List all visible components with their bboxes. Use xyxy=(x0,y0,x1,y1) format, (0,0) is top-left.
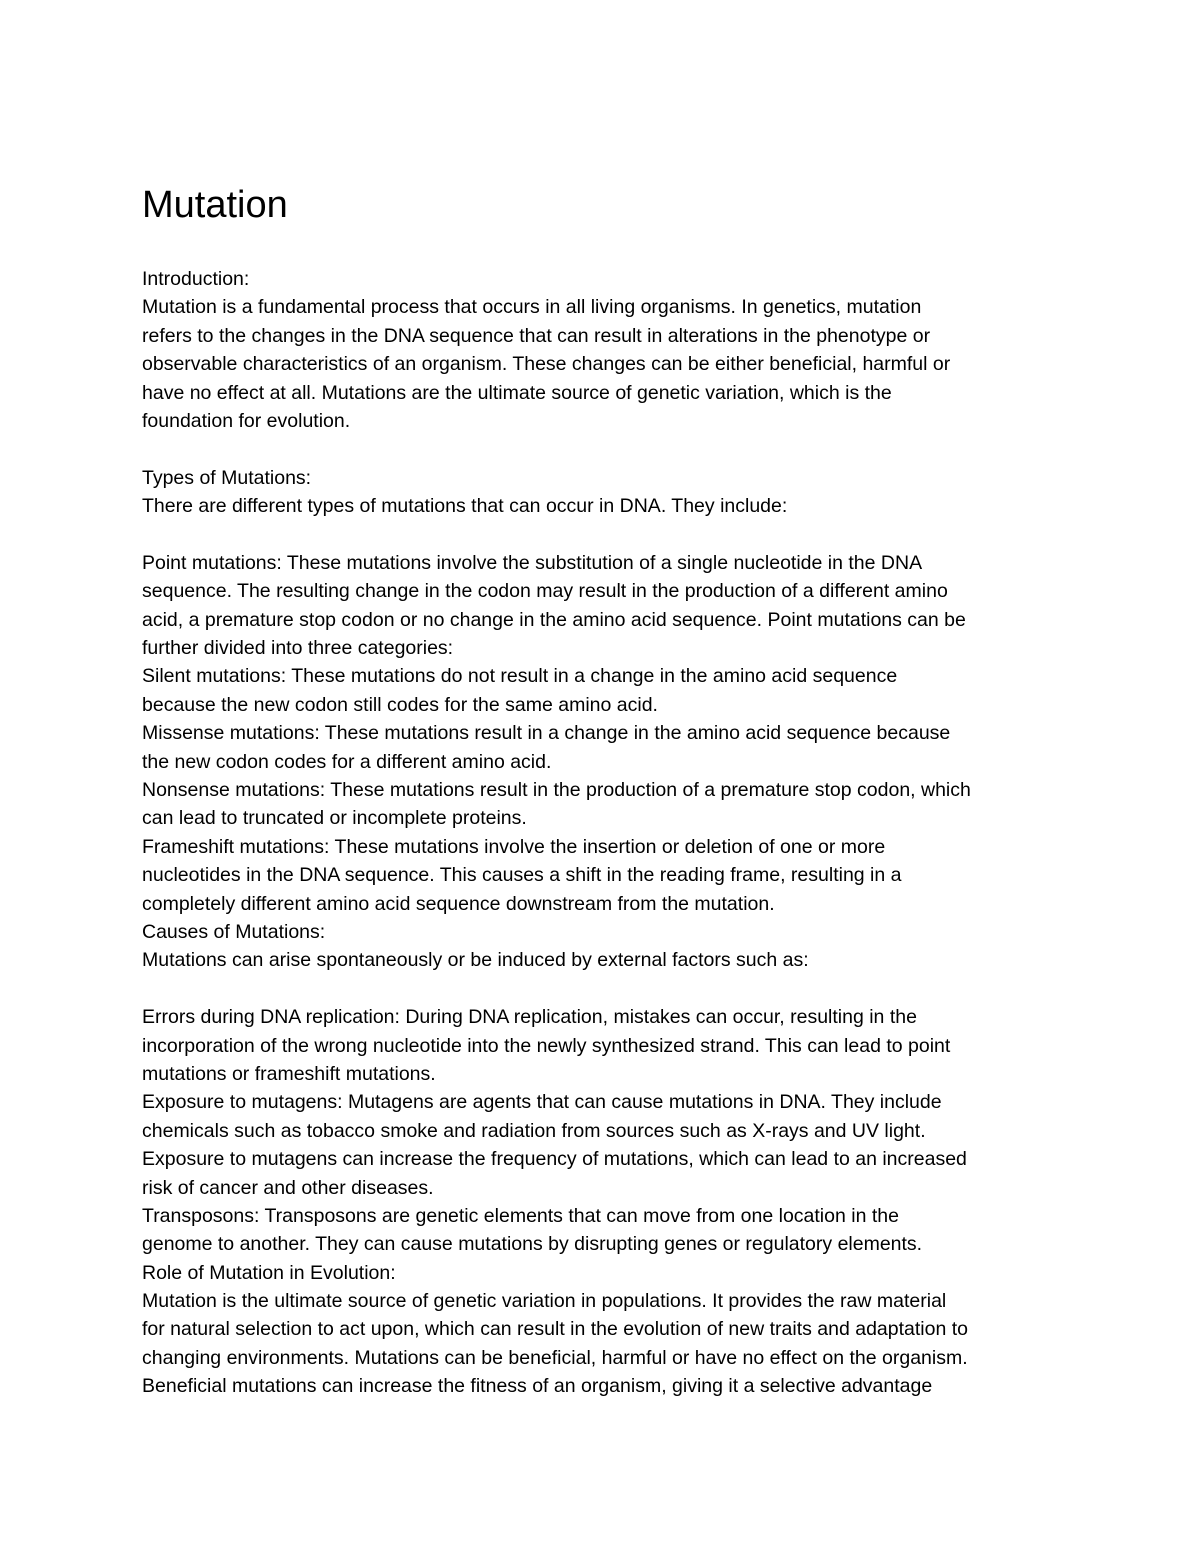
text-line: Mutation is a fundamental process that occurs in all living organisms. In genetics, mutation xyxy=(142,296,922,319)
text-line: refers to the changes in the DNA sequence that can result in alterations in the phenotype or xyxy=(142,324,931,347)
text-line: Mutations can arise spontaneously or be induced by external factors such as: xyxy=(142,949,809,972)
text-line: chemicals such as tobacco smoke and radiation from sources such as X-rays and UV light. xyxy=(142,1119,926,1142)
text-line: Mutation is the ultimate source of genetic variation in populations. It provides the raw material xyxy=(142,1290,947,1313)
text-line: mutations or frameshift mutations. xyxy=(142,1062,436,1085)
document-title: Mutation xyxy=(142,184,288,226)
text-line: have no effect at all. Mutations are the ultimate source of genetic variation, which is the xyxy=(142,381,892,404)
text-line: There are different types of mutations that can occur in DNA. They include: xyxy=(142,495,788,518)
text-line: because the new codon still codes for the same amino acid. xyxy=(142,693,658,716)
text-line: Introduction: xyxy=(142,268,250,290)
text-line: risk of cancer and other diseases. xyxy=(142,1176,434,1199)
text-line: Transposons: Transposons are genetic elements that can move from one location in the xyxy=(142,1204,899,1227)
text-line: changing environments. Mutations can be beneficial, harmful or have no effect on the organism. xyxy=(142,1346,968,1369)
blank-line xyxy=(142,975,1082,1003)
text-line: Exposure to mutagens can increase the frequency of mutations, which can lead to an increased xyxy=(142,1148,967,1171)
text-line: nucleotides in the DNA sequence. This causes a shift in the reading frame, resulting in a xyxy=(142,864,902,887)
text-line: further divided into three categories: xyxy=(142,637,454,660)
text-line: can lead to truncated or incomplete proteins. xyxy=(142,807,527,830)
text-line: foundation for evolution. xyxy=(142,409,351,432)
text-line: genome to another. They can cause mutations by disrupting genes or regulatory elements. xyxy=(142,1233,923,1256)
blank-line xyxy=(142,521,1082,549)
text-line: Causes of Mutations: xyxy=(142,920,326,943)
text-line: Exposure to mutagens: Mutagens are agents that can cause mutations in DNA. They include xyxy=(142,1091,942,1114)
text-line: sequence. The resulting change in the codon may result in the production of a different amino xyxy=(142,580,948,603)
text-line: Silent mutations: These mutations do not result in a change in the amino acid sequence xyxy=(142,665,898,688)
text-line: Types of Mutations: xyxy=(142,466,312,489)
text-line: completely different amino acid sequence downstream from the mutation. xyxy=(142,892,775,915)
blank-line xyxy=(142,435,1082,463)
text-line: observable characteristics of an organism. These changes can be either beneficial, harmful or xyxy=(142,353,951,376)
text-line: Frameshift mutations: These mutations involve the insertion or deletion of one or more xyxy=(142,835,886,858)
text-line: for natural selection to act upon, which can result in the evolution of new traits and adaptation to xyxy=(142,1318,969,1341)
text-line: acid, a premature stop codon or no change in the amino acid sequence. Point mutations can be xyxy=(142,608,966,631)
text-line: Errors during DNA replication: During DNA replication, mistakes can occur, resulting in the xyxy=(142,1006,917,1029)
text-line: Nonsense mutations: These mutations result in the production of a premature stop codon, which xyxy=(142,779,971,802)
text-line: the new codon codes for a different amino acid. xyxy=(142,750,552,773)
text-line: Beneficial mutations can increase the fitness of an organism, giving it a selective advantage xyxy=(142,1375,933,1398)
text-line: incorporation of the wrong nucleotide into the newly synthesized strand. This can lead to point xyxy=(142,1034,951,1057)
text-line: Role of Mutation in Evolution: xyxy=(142,1261,396,1284)
text-line: Point mutations: These mutations involve the substitution of a single nucleotide in the DNA xyxy=(142,551,923,574)
text-line: Missense mutations: These mutations result in a change in the amino acid sequence because xyxy=(142,722,951,745)
document-body xyxy=(142,265,1082,1401)
